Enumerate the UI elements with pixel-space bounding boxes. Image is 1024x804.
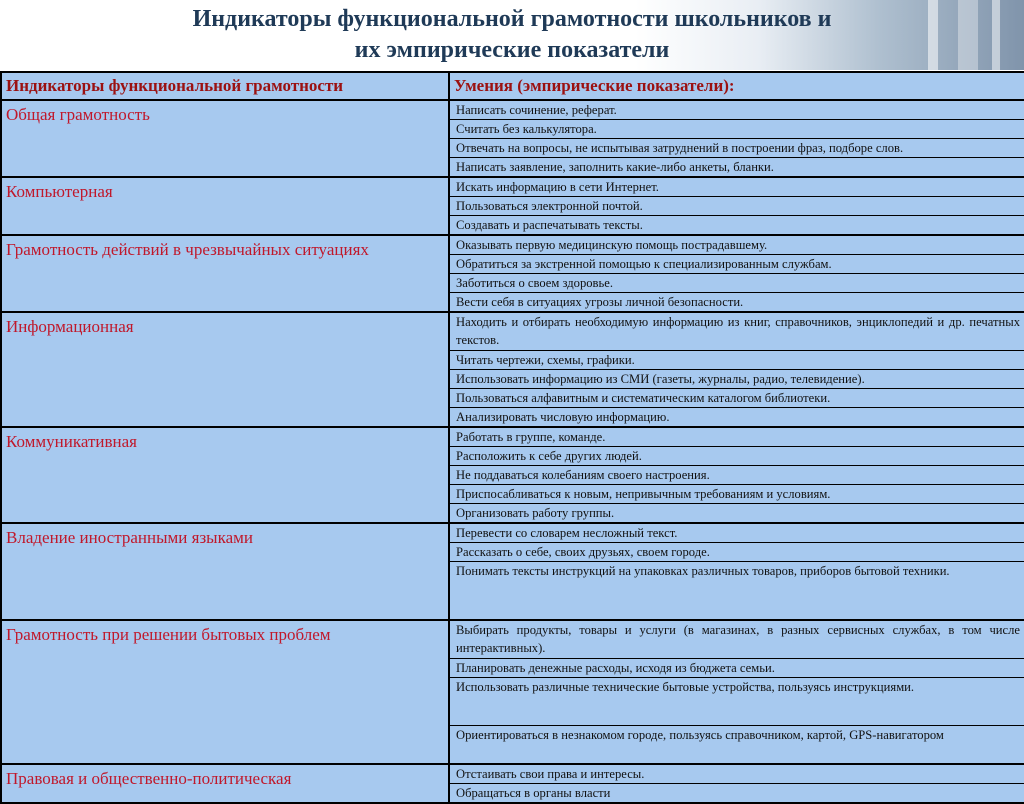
table-body (1, 100, 1024, 803)
skill-cell: Приспосабливаться к новым, непривычным требованиям и условиям. (449, 485, 1024, 504)
indicator-cell: Владение иностранными языками (1, 523, 449, 620)
table-row (1, 312, 1024, 351)
skill-cell: Организовать работу группы. (449, 504, 1024, 524)
skill-cell: Использовать информацию из СМИ (газеты, журналы, радио, телевидение). (449, 370, 1024, 389)
header-skills: Умения (эмпирические показатели): (449, 72, 1024, 100)
skill-cell: Написать сочинение, реферат. (449, 100, 1024, 120)
skill-cell: Вести себя в ситуациях угрозы личной безопасности. (449, 293, 1024, 313)
table-row (1, 427, 1024, 447)
table-row (1, 100, 1024, 120)
indicator-cell: Грамотность при решении бытовых проблем (1, 620, 449, 764)
skill-cell: Понимать тексты инструкций на упаковках различных товаров, приборов бытовой техники. (449, 562, 1024, 621)
skill-cell: Обращаться в органы власти (449, 784, 1024, 804)
skill-cell: Расположить к себе других людей. (449, 447, 1024, 466)
skill-cell: Написать заявление, заполнить какие-либо анкеты, бланки. (449, 158, 1024, 178)
skill-cell: Планировать денежные расходы, исходя из бюджета семьи. (449, 659, 1024, 678)
table-row (1, 523, 1024, 543)
header-indicators: Индикаторы функциональной грамотности (1, 72, 449, 100)
skill-cell: Оказывать первую медицинскую помощь пострадавшему. (449, 235, 1024, 255)
skill-cell: Обратиться за экстренной помощью к специализированным службам. (449, 255, 1024, 274)
table-header-row (1, 72, 1024, 100)
skill-cell: Создавать и распечатывать тексты. (449, 216, 1024, 236)
indicator-cell: Коммуникативная (1, 427, 449, 523)
skill-cell: Ориентироваться в незнакомом городе, пользуясь справочником, картой, GPS-навигатором (449, 726, 1024, 765)
skill-cell: Не поддаваться колебаниям своего настроения. (449, 466, 1024, 485)
skill-cell: Находить и отбирать необходимую информацию из книг, справочников, энциклопедий и др. печатных текстов. (449, 312, 1024, 351)
skill-cell: Пользоваться алфавитным и систематическим каталогом библиотеки. (449, 389, 1024, 408)
skill-cell: Выбирать продукты, товары и услуги (в магазинах, в разных сервисных службах, в том числе интерактивных). (449, 620, 1024, 659)
skill-cell: Искать информацию в сети Интернет. (449, 177, 1024, 197)
table-row (1, 177, 1024, 197)
skill-cell: Пользоваться электронной почтой. (449, 197, 1024, 216)
skill-cell: Рассказать о себе, своих друзьях, своем городе. (449, 543, 1024, 562)
indicator-cell: Общая грамотность (1, 100, 449, 177)
slide-title-line: Индикаторы функциональной грамотности школьников и (192, 6, 832, 32)
skill-cell: Заботиться о своем здоровье. (449, 274, 1024, 293)
indicator-cell: Компьютерная (1, 177, 449, 235)
indicator-cell: Грамотность действий в чрезвычайных ситуациях (1, 235, 449, 312)
slide-title-line: их эмпирические показатели (354, 37, 670, 63)
slide-title (0, 4, 1024, 66)
skill-cell: Отвечать на вопросы, не испытывая затруднений в построении фраз, подборе слов. (449, 139, 1024, 158)
table-row (1, 235, 1024, 255)
skill-cell: Читать чертежи, схемы, графики. (449, 351, 1024, 370)
skill-cell: Анализировать числовую информацию. (449, 408, 1024, 428)
skill-cell: Считать без калькулятора. (449, 120, 1024, 139)
skill-cell: Работать в группе, команде. (449, 427, 1024, 447)
skill-cell: Отстаивать свои права и интересы. (449, 764, 1024, 784)
indicator-cell: Правовая и общественно-политическая (1, 764, 449, 803)
skill-cell: Использовать различные технические бытовые устройства, пользуясь инструкциями. (449, 678, 1024, 726)
indicator-cell: Информационная (1, 312, 449, 427)
literacy-table (0, 71, 1024, 804)
skill-cell: Перевести со словарем несложный текст. (449, 523, 1024, 543)
table-row (1, 620, 1024, 659)
